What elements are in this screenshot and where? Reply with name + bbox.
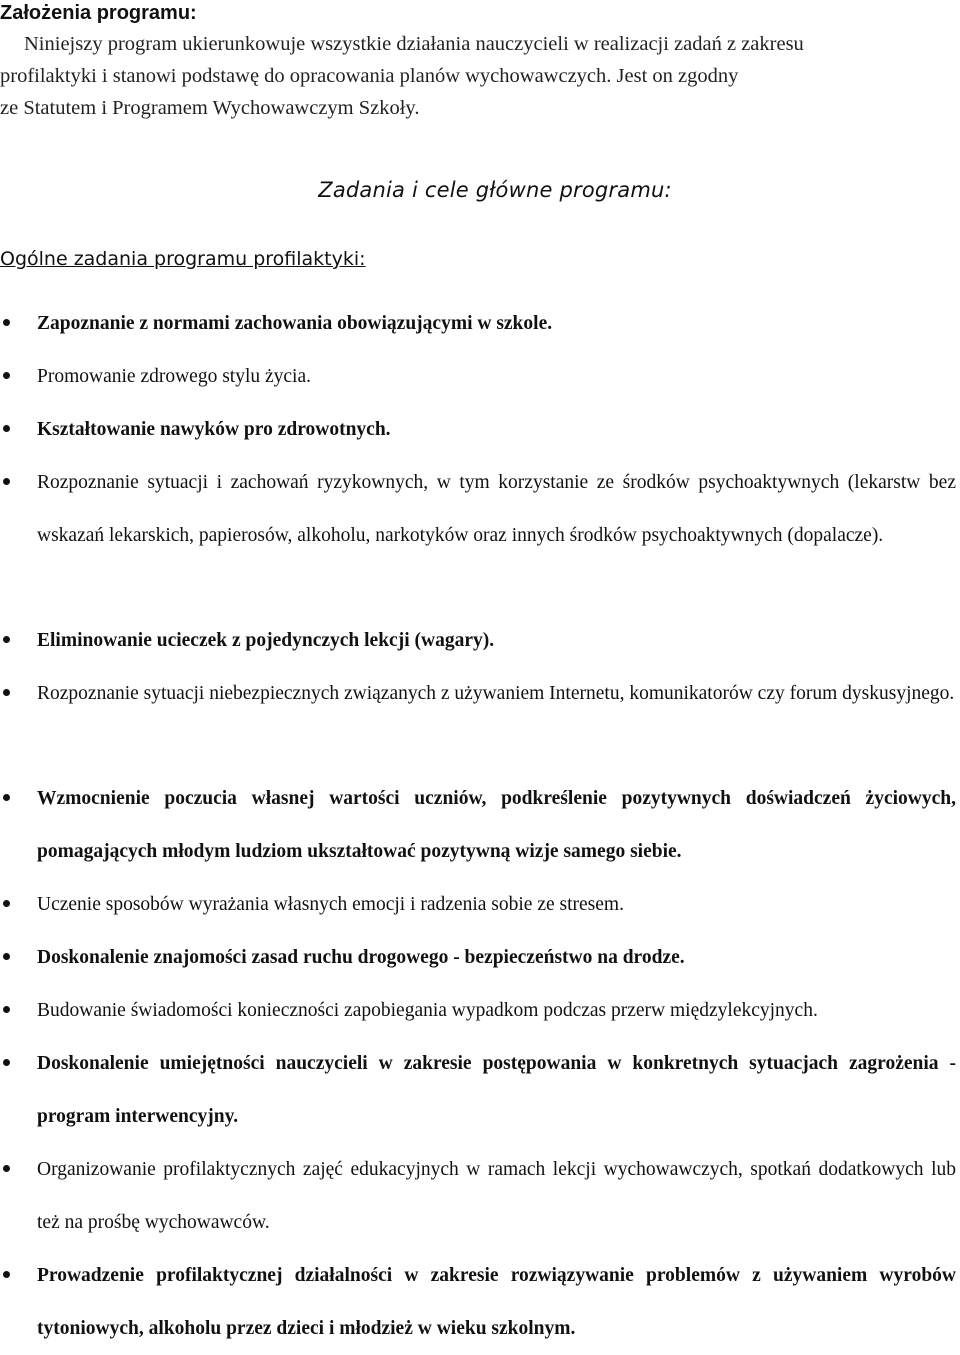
list-item (0, 404, 960, 457)
assumptions-paragraph (0, 28, 880, 124)
list-item-text: Rozpoznanie sytuacji niebezpiecznych związanych z używaniem Internetu, komunikatorów czy forum dyskusyjnego. (37, 683, 955, 704)
paragraph-line: ze Statutem i Programem Wychowawczym Szkoły. (0, 97, 420, 119)
list-item (0, 985, 960, 1038)
list-item-text: Uczenie sposobów wyrażania własnych emocji i radzenia sobie ze stresem. (37, 894, 624, 915)
list-item-text: Budowanie świadomości konieczności zapobiegania wypadkom podczas przerw międzylekcyjnych. (37, 1000, 818, 1021)
list-item-text: Organizowanie profilaktycznych zajęć edukacyjnych w ramach lekcji wychowawczych, spotkań dodatkowych lub też na prośbę wychowawców. (37, 1159, 956, 1233)
bullet-icon (3, 1006, 10, 1013)
list-item-text: Doskonalenie znajomości zasad ruchu drogowego - bezpieczeństwo na drodze. (37, 947, 685, 968)
list-item (0, 879, 960, 932)
list-item-text: Rozpoznanie sytuacji i zachowań ryzykownych, w tym korzystanie ze środków psychoaktywnych (lekarstw bez wskazań lekarskich, papierosów, alkoholu, narkotyków oraz innych środków psychoaktywnych (dopalacze). (37, 472, 956, 546)
tasks-heading: Zadania i cele główne programu: (318, 178, 672, 202)
list-item-text: Prowadzenie profilaktycznej działalności w zakresie rozwiązywanie problemów z używaniem wyrobów tytoniowych, alkoholu przez dzieci i młodzież w wieku szkolnym. (37, 1265, 956, 1339)
list-item-text: Kształtowanie nawyków pro zdrowotnych. (37, 419, 391, 440)
list-item-text: Doskonalenie umiejętności nauczycieli w zakresie postępowania w konkretnych sytuacjach zagrożenia - program interwencyjny. (37, 1053, 956, 1127)
bullet-icon (3, 953, 10, 960)
paragraph-line: profilaktyki i stanowi podstawę do opracowania planów wychowawczych. Jest on zgodny (0, 65, 739, 87)
bullet-icon (3, 1059, 10, 1066)
list-item (0, 298, 960, 351)
list-item (0, 773, 960, 878)
bullet-icon (3, 1165, 10, 1172)
bullet-icon (3, 689, 10, 696)
bullet-icon (3, 319, 10, 326)
list-item (0, 351, 960, 404)
bullet-icon (3, 636, 10, 643)
list-item (0, 668, 960, 721)
bullet-icon (3, 425, 10, 432)
bullet-icon (3, 900, 10, 907)
list-item (0, 1250, 960, 1355)
bullet-icon (3, 372, 10, 379)
bullet-icon (3, 1271, 10, 1278)
paragraph-line: Niniejszy program ukierunkowuje wszystkie działania nauczycieli w realizacji zadań z zakresu (24, 33, 804, 55)
list-item-text: Zapoznanie z normami zachowania obowiązującymi w szkole. (37, 313, 553, 334)
bullet-icon (3, 478, 10, 485)
list-item (0, 1038, 960, 1143)
general-tasks-heading: Ogólne zadania programu profilaktyki: (0, 248, 366, 270)
list-item-text: Wzmocnienie poczucia własnej wartości uczniów, podkreślenie pozytywnych doświadczeń życiowych, pomagających młodym ludziom ukształtować pozytywną wizje samego siebie. (37, 788, 956, 862)
list-item-text: Promowanie zdrowego stylu życia. (37, 366, 312, 387)
list-item-text: Eliminowanie ucieczek z pojedynczych lekcji (wagary). (37, 630, 495, 651)
list-item (0, 457, 960, 562)
list-item (0, 1144, 960, 1249)
list-item (0, 932, 960, 985)
list-item (0, 615, 960, 668)
assumptions-heading: Założenia programu: (0, 2, 197, 24)
bullet-icon (3, 794, 10, 801)
